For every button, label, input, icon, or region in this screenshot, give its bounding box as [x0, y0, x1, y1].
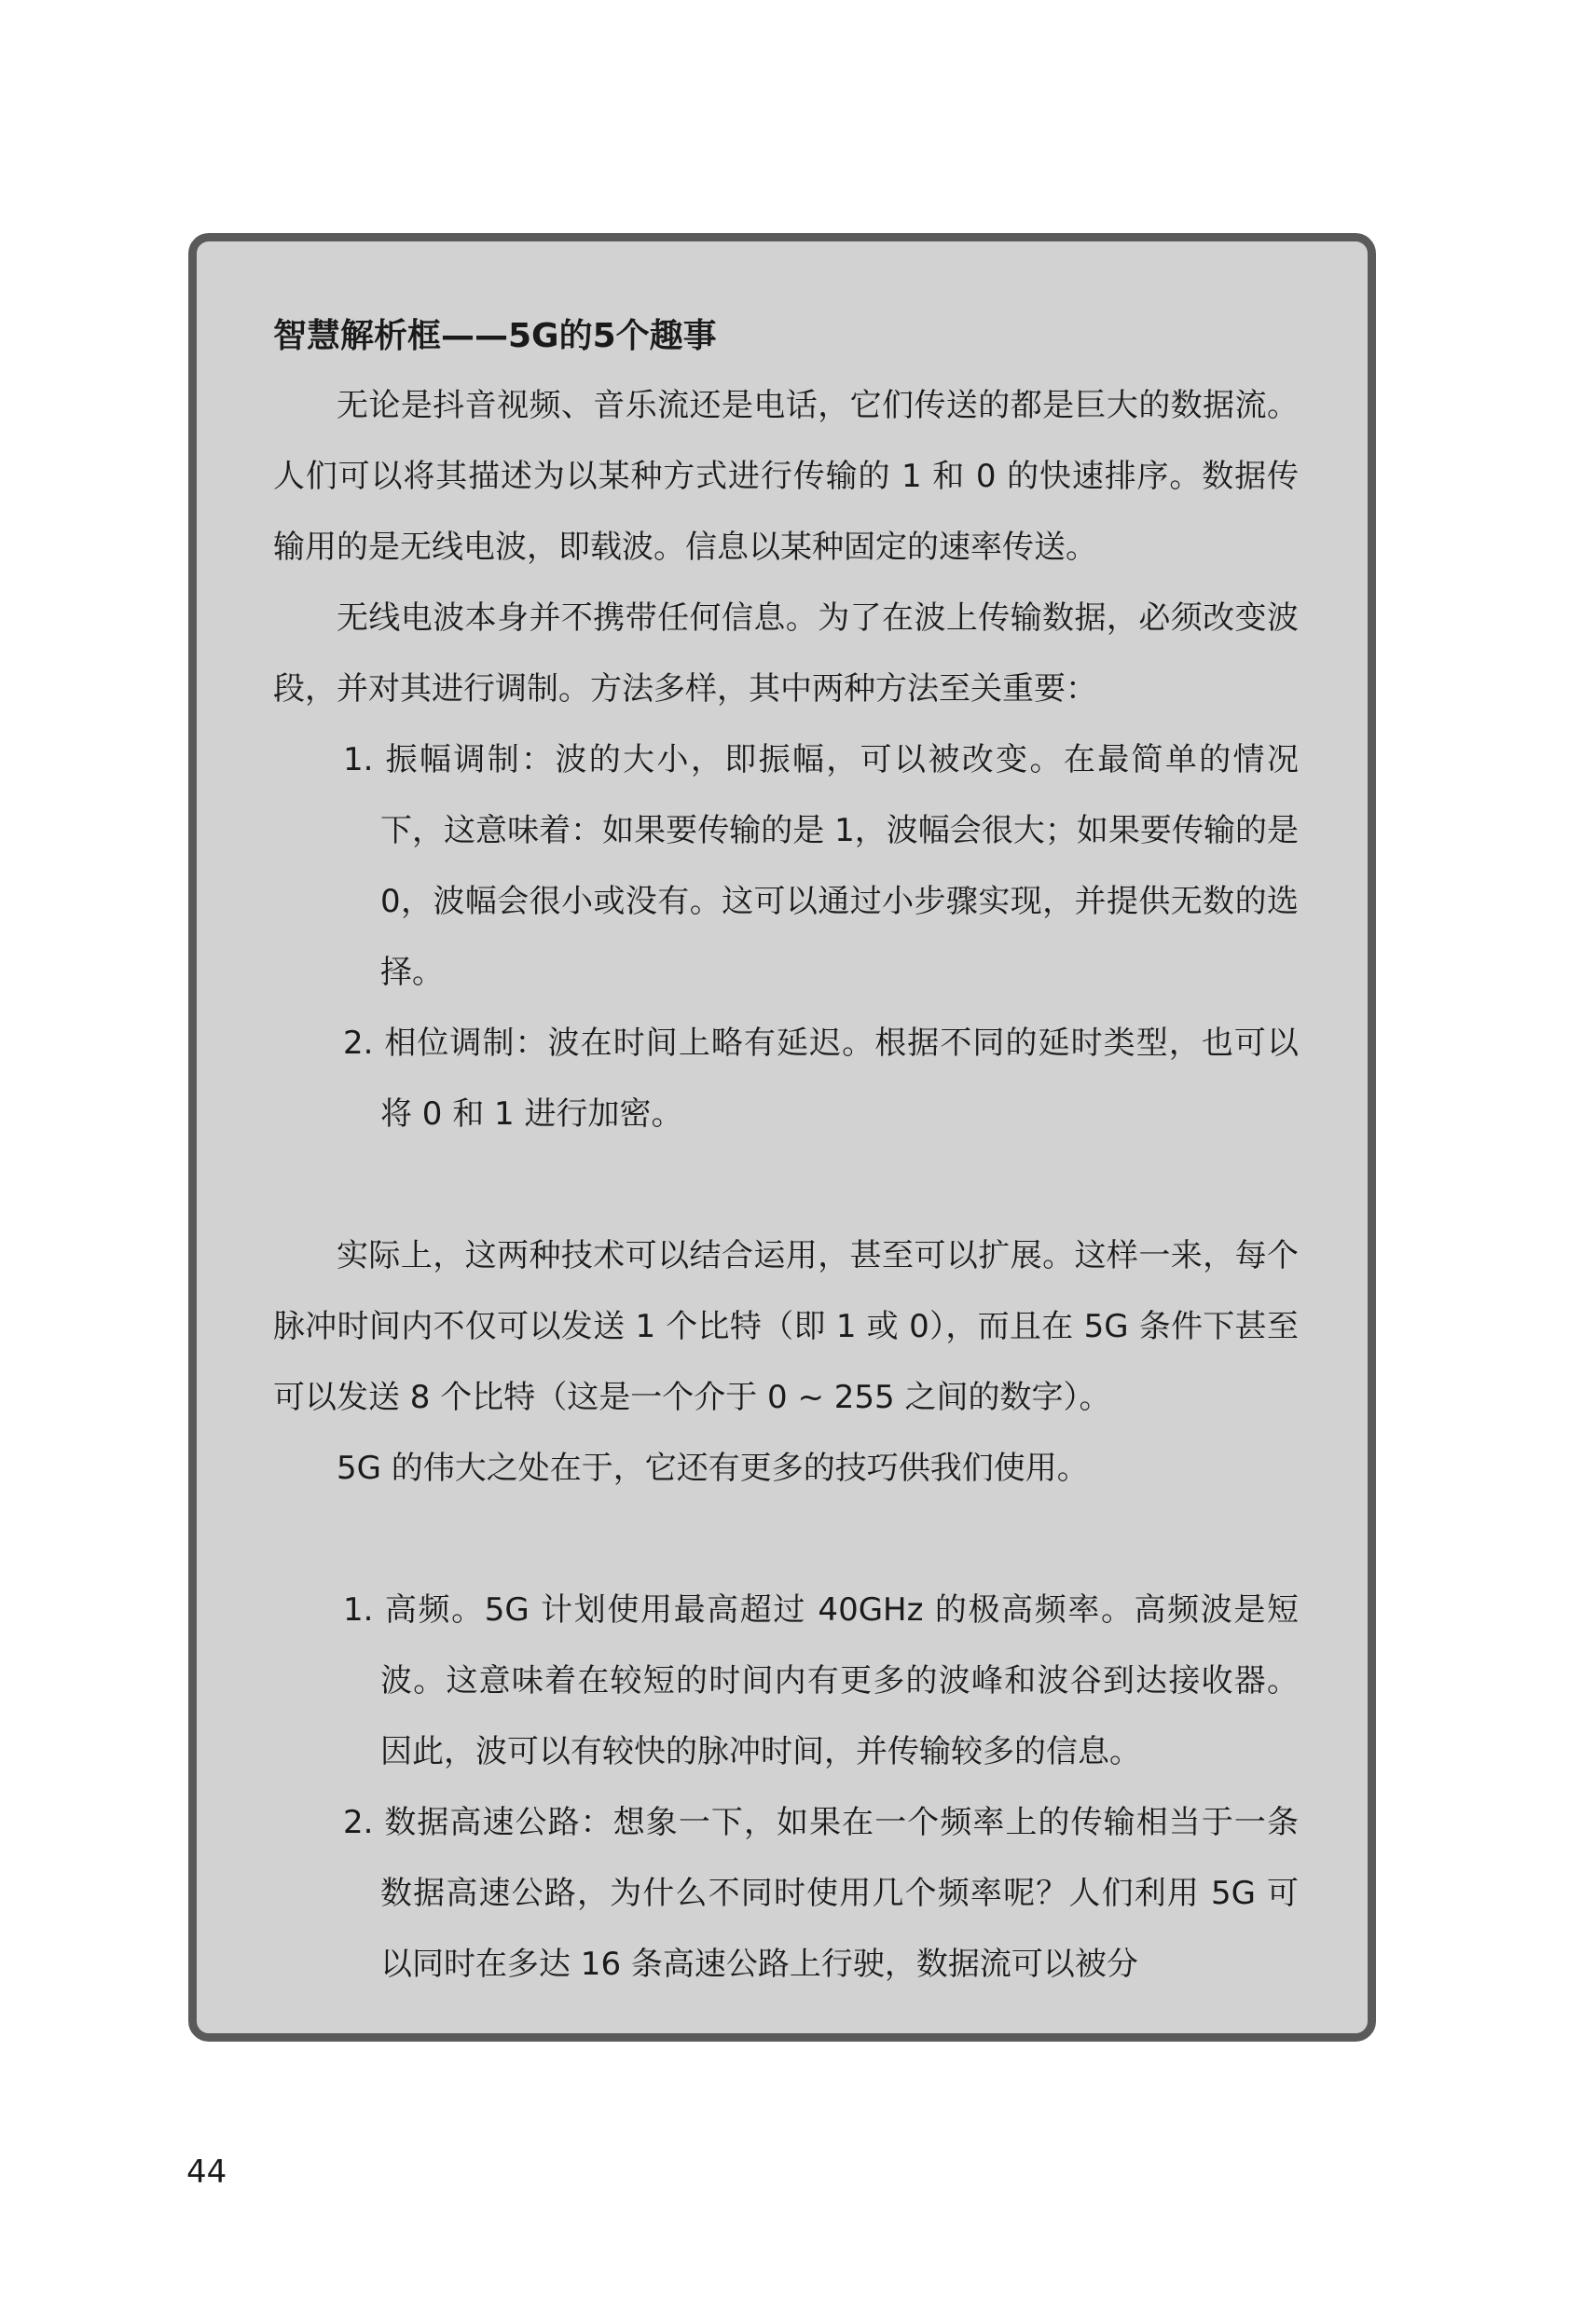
box-title: 智慧解析框——5G的5个趣事 [273, 317, 717, 355]
list-number: 1. [343, 741, 386, 778]
list-number: 1. [343, 1591, 385, 1629]
list-item-heading: 振幅调制： [385, 741, 556, 778]
list-item-text: 想象一下，如果在一个频率上的传输相当于一条数据高速公路，为什么不同时使用几个频率呢？人们利用 5G 可以同时在多达 16 条高速公路上行驶，数据流可以被分 [380, 1804, 1299, 1983]
paragraph: 无线电波本身并不携带任何信息。为了在波上传输数据，必须改变波段，并对其进行调制。方法多样，其中两种方法至关重要： [273, 599, 1299, 708]
paragraph: 实际上，这两种技术可以结合运用，甚至可以扩展。这样一来，每个脉冲时间内不仅可以发送 1 个比特（即 1 或 0），而且在 5G 条件下甚至可以发送 8 个比特（这是一个介于 0 ~ 255 之间的数字）。 [273, 1237, 1299, 1416]
list-item-text: 5G 计划使用最高超过 40GHz 的极高频率。高频波是短波。这意味着在较短的时间内有更多的波峰和波谷到达接收器。因此，波可以有较快的脉冲时间，并传输较多的信息。 [380, 1591, 1300, 1770]
spacer [273, 1504, 1299, 1575]
list-item-text: 波的大小，即振幅，可以被改变。在最简单的情况下，这意味着：如果要传输的是 1，波幅会很大；如果要传输的是 0，波幅会很小或没有。这可以通过小步骤实现，并提供无数的选择。 [380, 741, 1300, 991]
page-number: 44 [186, 2154, 227, 2191]
insight-box [188, 233, 1376, 2042]
list-item [273, 1787, 1299, 2000]
spacer [273, 1149, 1299, 1220]
modulation-list [273, 724, 1299, 1149]
paragraph: 无论是抖音视频、音乐流还是电话，它们传送的都是巨大的数据流。人们可以将其描述为以某种方式进行传输的 1 和 0 的快速排序。数据传输用的是无线电波，即载波。信息以某种固定的速率传送。 [273, 387, 1299, 566]
list-item-text: 波在时间上略有延迟。根据不同的延时类型，也可以将 0 和 1 进行加密。 [380, 1025, 1299, 1133]
list-item [273, 1008, 1299, 1149]
insight-box-content [273, 309, 1299, 2000]
list-item [273, 724, 1299, 1008]
list-item [273, 1575, 1299, 1787]
list-number: 2. [343, 1025, 385, 1062]
tricks-list [273, 1575, 1299, 2000]
list-item-heading: 相位调制： [384, 1025, 548, 1062]
paragraph: 5G 的伟大之处在于，它还有更多的技巧供我们使用。 [337, 1450, 1089, 1487]
list-number: 2. [343, 1804, 385, 1841]
list-item-heading: 高频。 [384, 1591, 485, 1629]
list-item-heading: 数据高速公路： [384, 1804, 613, 1841]
